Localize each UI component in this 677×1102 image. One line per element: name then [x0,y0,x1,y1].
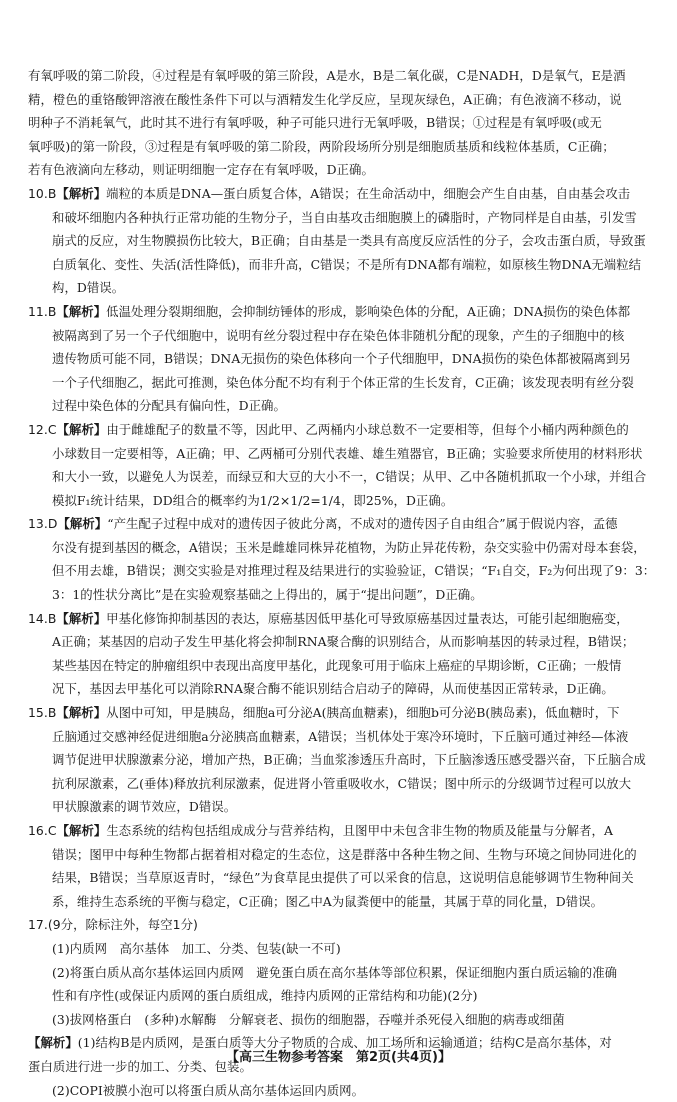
question-13 [28,512,658,606]
question-12 [28,418,658,512]
analysis-tag: 【解析】 [56,185,107,201]
text-line: 和破坏细胞内各种执行正常功能的生物分子，当自由基攻击细胞膜上的磷脂时，产物同样是自由基，引发雪 [52,209,637,225]
text-line: 抗利尿激素，乙(垂体)释放抗利尿激素，促进肾小管重吸收水，C错误；图中所示的分级调节过程可以放大 [52,775,632,791]
analysis-tag: 【解析】 [56,610,107,626]
text-line: 遗传物质可能不同，B错误；DNA无损伤的染色体移向一个子代细胞甲，DNA损伤的染色体都被隔离到另 [52,351,631,367]
text-line: 某些基因在特定的肿瘤组织中表现出高度甲基化，此现象可用于临床上癌症的早期诊断，C正确；一般情 [52,657,622,673]
analysis-tag: 【解析】 [56,421,107,437]
text-line: 结果，B错误；当草原返青时，“绿色”为食草昆虫提供了可以采食的信息，这说明信息能够调节生物种间关 [52,870,634,886]
question-number: 13.D [28,516,58,532]
text-line: 丘脑通过交感神经促进细胞a分泌胰高血糖素，A错误；当机体处于寒冷环境时，下丘脑可通过神经—体液 [52,728,629,744]
text-line: “产生配子过程中成对的遗传因子彼此分离，不成对的遗传因子自由组合”属于假说内容，孟德 [107,516,618,532]
text-line: 白质氧化、变性、失活(活性降低)，而非升高，C错误；不是所有DNA都有端粒，如原核生物DNA无端粒结 [52,256,642,272]
text-line: 有氧呼吸的第二阶段，④过程是有氧呼吸的第三阶段，A是水，B是二氧化碳，C是NADH，D是氧气，E是酒 [28,68,626,83]
analysis-tag: 【解析】 [56,823,107,838]
text-line: 模拟F₁统计结果，DD组合的概率约为1/2×1/2=1/4，即25%，D正确。 [52,492,454,508]
text-line: 尔没有提到基因的概念，A错误；玉米是雌雄同株异花植物，为防止异花传粉，杂交实验中仍需对母本套袋， [52,539,646,555]
question-number: 11.B [28,303,57,319]
analysis-tag: 【解析】 [28,1035,78,1051]
text-line: 崩式的反应，对生物膜损伤比较大，B正确；自由基是一类具有高度反应活性的分子，会攻击蛋白质，导致蛋 [52,233,646,249]
text-line: 调节促进甲状腺激素分泌，增加产热，B正确；当血浆渗透压升高时，下丘脑渗透压感受器兴奋，下丘脑合成 [52,752,646,768]
text-line: 小球数目一定要相等，A正确；甲、乙两桶可分别代表雄、雄生殖器官，B正确；实验要求所使用的材料形状 [52,445,643,461]
text-line: 氧呼吸)的第一阶段，③过程是有氧呼吸的第二阶段，两阶段场所分别是细胞质基质和线粒体基质，C正确； [28,138,615,154]
text-line: 3：1的性状分离比”是在实验观察基础之上得出的，属于“提出问题”，D正确。 [52,587,483,603]
answer-content [28,64,658,1102]
question-11 [28,300,658,418]
text-line: 一个子代细胞乙，据此可推测，染色体分配不均有利于个体正常的生长发育，C正确；该发现表明有丝分裂 [52,374,634,390]
question-17-header: 17.(9分，除标注外，每空1分) [28,917,198,933]
text-line: 系，维持生态系统的平衡与稳定，C正确；图乙中A为鼠粪便中的能量，其属于草的同化量，D错误。 [52,893,604,909]
analysis-tag: 【解析】 [56,705,107,721]
answer-line: (2)将蛋白质从高尔基体运回内质网 避免蛋白质在高尔基体等部位积累，保证细胞内蛋白质运输的准确 [52,964,618,980]
question-number: 14.B [28,610,57,626]
intro-paragraph [28,64,658,182]
question-number: 12.C [28,421,57,437]
text-line: 错误；图甲中每种生物都占据着相对稳定的生态位，这是群落中各种生物之间、生物与环境之间协同进化的 [52,846,637,862]
text-line: 低温处理分裂期细胞，会抑制纺锤体的形成，影响染色体的分配，A正确；DNA损伤的染色体都 [106,303,631,319]
text-line: 过程中染色体的分配具有偏向性，D正确。 [52,398,286,414]
question-number: 10.B [28,185,57,201]
page-footer: 【高三生物参考答案 第2页(共4页)】 [226,1050,451,1065]
text-line: (2)COPⅠ被膜小泡可以将蛋白质从高尔基体运回内质网。 [52,1082,365,1098]
text-line: 明种子不消耗氧气，此时其不进行有氧呼吸，种子可能只进行无氧呼吸，B错误；①过程是有氧呼吸(或无 [28,115,602,131]
text-line: 蛋白质进行进一步的加工、分类、包装。 [28,1058,252,1074]
text-line: 若有色液滴向左移动，则证明细胞一定存在有氧呼吸，D正确。 [28,162,374,178]
text-line: A正确；某基因的启动子发生甲基化将会抑制RNA聚合酶的识别结合，从而影响基因的转录过程，B错误； [52,634,635,650]
question-14 [28,607,658,701]
text-line: 被隔离到了另一个子代细胞中，说明有丝分裂过程中存在染色体非随机分配的现象，产生的子细胞中的核 [52,327,625,343]
text-line: 生态系统的结构包括组成成分与营养结构，且图甲中未包含非生物的物质及能量与分解者，A [106,823,613,838]
question-number: 15.B [28,705,57,721]
answer-line: 性和有序性(或保证内质网的蛋白质组成，维持内质网的正常结构和功能)(2分) [52,988,478,1004]
answer-line: (3)拔网格蛋白 (多种)水解酶 分解衰老、损伤的细胞器，吞噬并杀死侵入细胞的病毒或细菌 [52,1011,565,1027]
question-15 [28,701,658,819]
text-line: 端粒的本质是DNA—蛋白质复合体，A错误；在生命活动中，细胞会产生自由基，自由基会攻击 [106,185,631,201]
text-line: 甲状腺激素的调节效应，D错误。 [52,799,237,815]
text-line: 甲基化修饰抑制基因的表达，原癌基因低甲基化可导致原癌基因过量表达，可能引起细胞癌变， [106,610,629,626]
text-line: 从图中可知，甲是胰岛，细胞a可分泌A(胰高血糖素)，细胞b可分泌B(胰岛素)，低血糖时，下 [106,705,620,721]
text-line: 但不用去雄，B错误；测交实验是对推理过程及结果进行的实验验证，C错误；“F₁自交，F₂为何出现了9：3： [52,563,656,579]
text-line: (1)结构B是内质网，是蛋白质等大分子物质的合成、加工场所和运输通道；结构C是高尔基体，对 [77,1035,612,1051]
question-10 [28,182,658,300]
text-line: 况下，基因去甲基化可以消除RNA聚合酶不能识别结合启动子的障碍，从而使基因正常转录，D正确。 [52,681,614,697]
text-line: 构，D错误。 [52,280,125,296]
text-line: 精，橙色的重铬酸钾溶液在酸性条件下可以与酒精发生化学反应，呈现灰绿色，A正确；有色液滴不移动，说 [28,91,622,107]
answer-line: (1)内质网 高尔基体 加工、分类、包装(缺一不可) [52,940,341,956]
text-line: 由于雌雄配子的数量不等，因此甲、乙两桶内小球总数不一定要相等，但每个小桶内两种颜色的 [106,421,629,437]
question-number: 16.C [28,823,57,838]
text-line: 和大小一致，以避免人为误差，而绿豆和大豆的大小不一，C错误；从甲、乙中各随机抓取一个小球，并组合 [52,469,647,485]
analysis-tag: 【解析】 [57,516,108,532]
question-16 [28,819,658,913]
analysis-tag: 【解析】 [56,303,107,319]
